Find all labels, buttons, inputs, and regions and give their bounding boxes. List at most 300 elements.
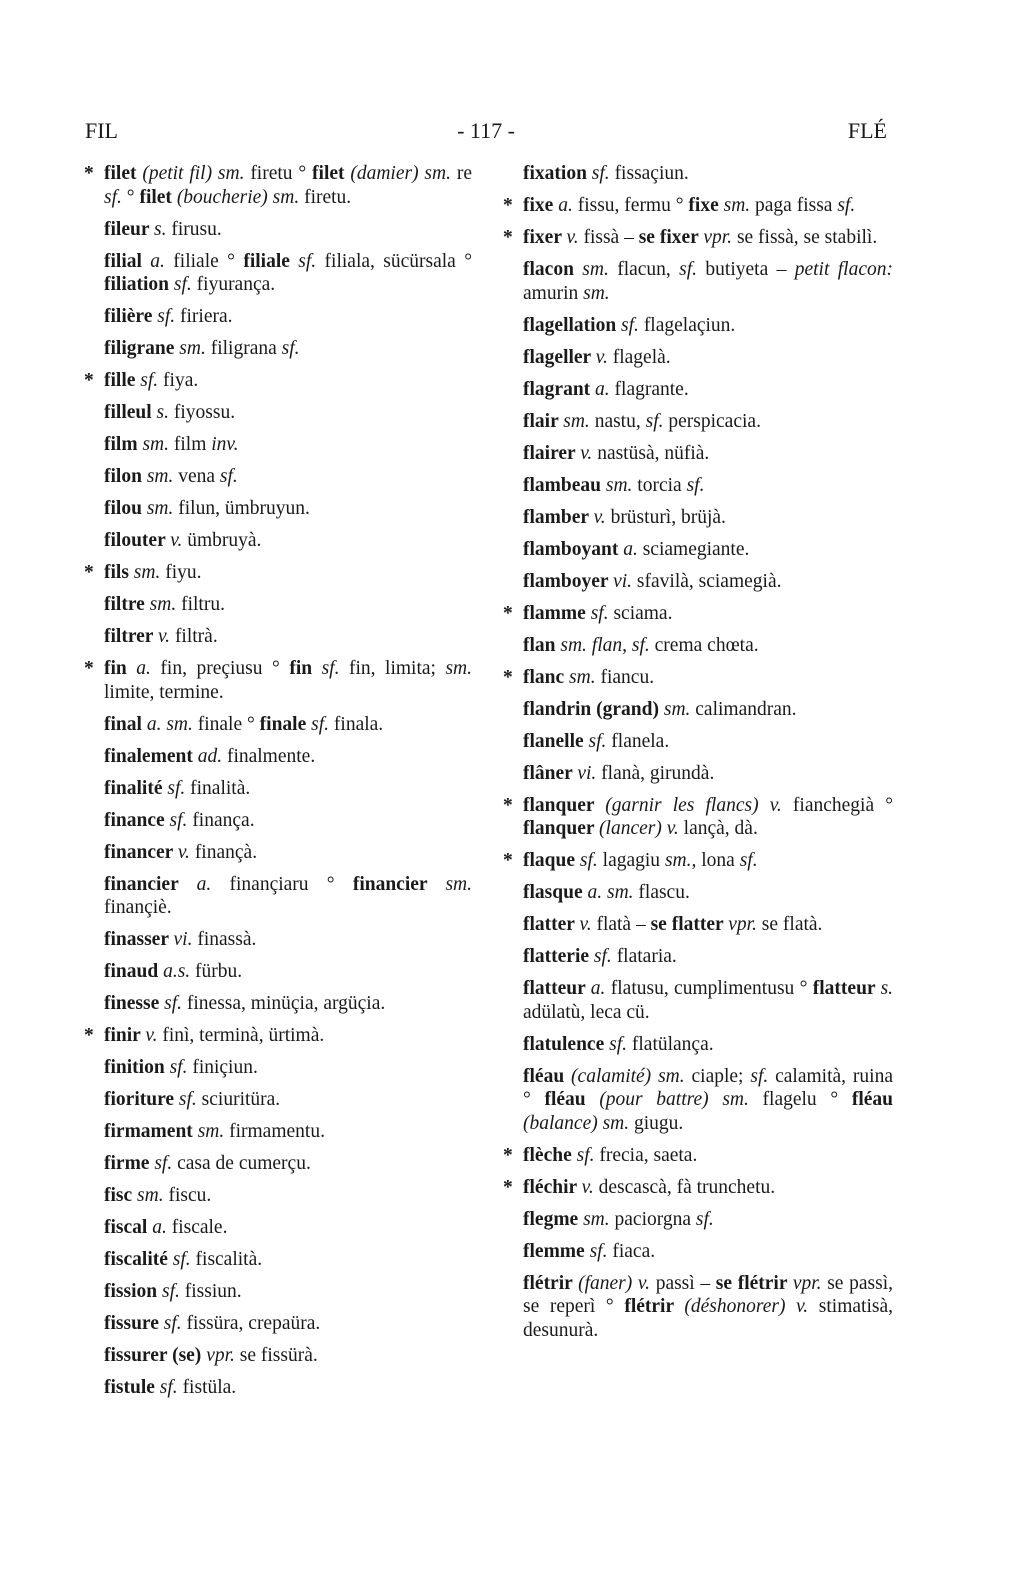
page-number: - 117 - — [457, 118, 515, 143]
entry-grammar-label: sm. — [146, 498, 179, 519]
dictionary-entry — [80, 841, 472, 865]
entry-translation: giugu. — [634, 1112, 684, 1134]
dictionary-entry — [80, 1344, 472, 1368]
entry-grammar-label: sf. — [609, 1033, 632, 1055]
entry-translation: adülatù, leca cü. — [523, 1001, 650, 1023]
entry-grammar-label: s. — [154, 218, 172, 240]
entry-grammar-label: sm. — [582, 259, 618, 280]
entry-translation: butiyeta – — [705, 259, 795, 280]
entry-headword: firmament — [104, 1121, 198, 1142]
entry-translation: finançiè. — [104, 897, 172, 918]
entry-headword: flamboyant — [523, 538, 624, 560]
entry-translation: flagelaçiun. — [643, 314, 736, 336]
entry-grammar-label: a. — [150, 250, 174, 272]
entry-translation: fiscale. — [171, 1217, 228, 1238]
entry-headword: financier — [104, 873, 197, 895]
entry-headword: filet — [312, 163, 351, 184]
entry-headword: fileur — [104, 218, 155, 240]
entry-headword: flair — [523, 410, 564, 432]
entry-headword: finir — [104, 1025, 146, 1046]
dictionary-entry — [499, 506, 893, 530]
entry-headword: filet — [104, 163, 143, 184]
dictionary-entry — [80, 713, 472, 737]
entry-grammar-label: sf. — [750, 1065, 776, 1087]
entry-translation: firiera. — [180, 306, 233, 327]
entry-grammar-label: (pour battre) sm. — [599, 1089, 763, 1110]
entry-translation: vena — [178, 466, 220, 487]
entry-translation: flataria. — [616, 946, 677, 967]
entry-translation: firusu. — [171, 218, 222, 240]
entry-grammar-label: a. — [595, 378, 615, 400]
entry-headword: flanquer — [523, 818, 600, 839]
entry-grammar-label: v. — [177, 841, 195, 863]
entry-translation: limite, termine. — [104, 681, 224, 703]
entry-translation: flanà, girundà. — [601, 762, 715, 784]
entry-translation: fiyurança. — [196, 274, 276, 295]
entry-translation: nastüsà, nüfià. — [597, 442, 710, 464]
entry-grammar-label: sm. flan, sf. — [560, 634, 655, 656]
dictionary-entry — [499, 1176, 893, 1200]
entry-translation: torcia — [637, 474, 687, 496]
entry-grammar-label: sf. — [281, 338, 300, 359]
entry-grammar-label: sm. — [663, 698, 696, 720]
entry-translation: calamità, ruina ° — [523, 1065, 893, 1110]
entry-grammar-label: sm. — [197, 1121, 230, 1142]
entry-translation: passì – — [655, 1272, 716, 1294]
entry-translation: filiala, sücürsala ° — [324, 250, 472, 272]
entry-headword: fissurer (se) — [104, 1345, 207, 1366]
entry-translation: finale ° — [197, 713, 260, 735]
entry-grammar-label: sm. — [149, 594, 182, 615]
entry-headword: flegme — [523, 1208, 584, 1230]
entry-translation: lançà, dà. — [683, 818, 758, 839]
dictionary-entry — [80, 465, 472, 489]
entry-headword: flagrant — [523, 378, 596, 400]
entry-grammar-label: sf. — [589, 1240, 613, 1262]
common-word-asterisk: * — [503, 666, 513, 688]
entry-headword: flatterie — [523, 946, 594, 967]
dictionary-entry — [80, 1024, 472, 1048]
dictionary-entry — [80, 593, 472, 617]
entry-grammar-label: vpr. — [206, 1345, 240, 1366]
entry-headword: se flatter — [650, 914, 729, 935]
page-header — [85, 118, 887, 148]
entry-translation: se fissürà. — [239, 1345, 318, 1366]
entry-headword: filon — [104, 466, 147, 487]
entry-grammar-label: s. — [880, 978, 894, 999]
entry-grammar-label: sf. — [695, 1208, 714, 1230]
dictionary-entry — [80, 218, 472, 242]
entry-grammar-label: inv. — [211, 434, 239, 455]
dictionary-entry — [499, 977, 893, 1024]
entry-headword: flatulence — [523, 1033, 610, 1055]
entry-translation: flagelu ° — [762, 1089, 852, 1110]
dictionary-entry — [80, 745, 472, 769]
entry-grammar-label: v. — [170, 530, 188, 551]
dictionary-entry — [80, 1120, 472, 1144]
dictionary-entry — [80, 401, 472, 425]
entry-headword: fléau — [851, 1089, 893, 1110]
entry-translation: lona — [701, 850, 740, 871]
entry-translation: perspicacia. — [668, 410, 761, 432]
entry-headword: filière — [104, 306, 158, 327]
entry-grammar-label: sm. — [583, 282, 610, 304]
entry-grammar-label: sm. — [133, 562, 166, 583]
dictionary-entry — [80, 960, 472, 984]
entry-grammar-label: sf. — [104, 186, 127, 208]
entry-grammar-label: sf. — [298, 250, 325, 272]
dictionary-column-left — [80, 162, 472, 1408]
entry-headword: fin — [289, 658, 322, 679]
dictionary-entry — [499, 1208, 893, 1232]
entry-translation: sciuritüra. — [201, 1089, 281, 1110]
entry-translation: flagelà. — [612, 346, 671, 368]
entry-grammar-label: vpr. — [792, 1272, 828, 1294]
entry-grammar-label: v. — [145, 1025, 163, 1046]
entry-grammar-label: sf. — [645, 410, 669, 432]
entry-headword: fistule — [104, 1377, 160, 1398]
entry-headword: financier — [352, 873, 446, 895]
entry-translation: finassà. — [197, 929, 257, 950]
entry-translation: firetu ° — [250, 163, 313, 184]
entry-headword: flandrin (grand) — [523, 698, 664, 720]
entry-grammar-label: sf. — [169, 1057, 193, 1078]
common-word-asterisk: * — [84, 562, 94, 583]
dictionary-entry — [499, 730, 893, 754]
entry-grammar-label: s. — [156, 402, 174, 423]
entry-translation: re — [456, 163, 472, 184]
entry-translation: fissiun. — [184, 1281, 242, 1302]
dictionary-entry — [80, 1312, 472, 1336]
entry-headword: filouter — [104, 530, 171, 551]
entry-grammar-label: (lancer) v. — [599, 818, 684, 839]
entry-translation: filtru. — [181, 594, 225, 615]
entry-grammar-label: petit flacon: — [794, 259, 893, 280]
dictionary-entry — [80, 1376, 472, 1400]
entry-grammar-label: ad. — [197, 745, 227, 767]
entry-grammar-label: sf. — [219, 466, 238, 487]
dictionary-entry — [80, 1280, 472, 1304]
entry-grammar-label: vi. — [577, 762, 602, 784]
entry-translation: stimatisà, desunurà. — [523, 1296, 893, 1341]
entry-translation: filtrà. — [174, 626, 218, 647]
entry-translation: fissà – — [583, 227, 639, 248]
common-word-asterisk: * — [503, 794, 513, 816]
entry-grammar-label: sf. — [173, 274, 197, 295]
dictionary-entry — [499, 162, 893, 186]
dictionary-entry — [80, 1088, 472, 1112]
entry-grammar-label: sm. — [563, 410, 595, 432]
entry-headword: flèche — [523, 1144, 577, 1166]
entry-headword: filtre — [104, 594, 150, 615]
entry-headword: finesse — [104, 993, 165, 1014]
entry-grammar-label: (calamité) sm. — [571, 1065, 692, 1087]
entry-headword: flaque — [523, 850, 580, 871]
entry-headword: fléchir — [523, 1176, 582, 1198]
entry-headword: finition — [104, 1057, 170, 1078]
entry-headword: firme — [104, 1153, 155, 1174]
entry-headword: filial — [104, 250, 151, 272]
entry-grammar-label: sf. — [157, 306, 181, 327]
dictionary-entry — [499, 1065, 893, 1136]
dictionary-entry — [499, 1144, 893, 1168]
entry-grammar-label: v. — [595, 346, 613, 368]
entry-grammar-label: sm. — [445, 658, 472, 679]
dictionary-entry — [499, 1033, 893, 1057]
entry-grammar-label: (damier) sm. — [350, 163, 457, 184]
entry-headword: flamboyer — [523, 570, 614, 592]
entry-grammar-label: sf. — [686, 474, 705, 496]
dictionary-entry — [499, 698, 893, 722]
entry-headword: fixer — [523, 227, 567, 248]
entry-headword: filet — [139, 186, 177, 208]
entry-grammar-label: a. — [152, 1217, 172, 1238]
entry-headword: flamber — [523, 506, 594, 528]
entry-headword: flanc — [523, 666, 570, 688]
dictionary-entry — [499, 258, 893, 305]
common-word-asterisk: * — [503, 602, 513, 624]
entry-translation: flatusu, cumplimentusu ° — [610, 978, 813, 999]
entry-grammar-label: sm. — [142, 434, 174, 455]
entry-grammar-label: (faner) v. — [578, 1272, 656, 1294]
entry-grammar-label: sm., — [664, 850, 702, 871]
dictionary-entry — [80, 1056, 472, 1080]
entry-grammar-label: sf. — [169, 809, 193, 831]
entry-grammar-label: v. — [566, 227, 584, 248]
entry-grammar-label: sf. — [163, 1313, 187, 1334]
entry-headword: financer — [104, 841, 178, 863]
entry-grammar-label: v. — [579, 914, 597, 935]
entry-grammar-label: sf. — [321, 658, 349, 679]
entry-headword: filtrer — [104, 626, 158, 647]
entry-headword: flanelle — [523, 730, 589, 752]
dictionary-entry — [499, 570, 893, 594]
entry-grammar-label: (boucherie) sm. — [176, 186, 305, 208]
entry-grammar-label: sm. — [179, 338, 211, 359]
common-word-asterisk: * — [503, 850, 513, 871]
entry-translation: frecia, saeta. — [599, 1144, 698, 1166]
entry-grammar-label: sf. — [579, 850, 603, 871]
dictionary-entry — [80, 1184, 472, 1208]
dictionary-entry — [499, 314, 893, 338]
entry-grammar-label: sm. — [137, 1185, 169, 1206]
entry-translation: calimandran. — [695, 698, 797, 720]
entry-translation: amurin — [523, 282, 584, 304]
entry-headword: filigrane — [104, 338, 180, 359]
entry-headword: finalité — [104, 777, 168, 799]
entry-translation: fin, preçiusu ° — [160, 658, 290, 679]
dictionary-entry — [499, 1240, 893, 1264]
entry-grammar-label: v. — [580, 442, 598, 464]
entry-grammar-label: sm. — [445, 873, 472, 895]
common-word-asterisk: * — [84, 658, 94, 679]
entry-grammar-label: (balance) sm. — [523, 1112, 635, 1134]
entry-translation: filigrana — [210, 338, 282, 359]
dictionary-entry — [499, 666, 893, 690]
entry-headword: filleul — [104, 402, 157, 423]
entry-headword: flatteur — [523, 978, 591, 999]
entry-translation: se flatà. — [761, 914, 823, 935]
common-word-asterisk: * — [84, 370, 94, 391]
common-word-asterisk: * — [503, 195, 513, 216]
entry-headword: flagellation — [523, 314, 622, 336]
dictionary-entry — [499, 442, 893, 466]
entry-headword: fisc — [104, 1185, 138, 1206]
entry-translation: ciaple; — [691, 1065, 751, 1087]
entry-translation: se fissà, se stabilì. — [736, 227, 878, 248]
entry-translation: fissaçiun. — [614, 163, 689, 184]
entry-translation: paga fissa — [755, 195, 838, 216]
entry-translation: fiyu. — [165, 562, 202, 583]
dictionary-entry — [499, 945, 893, 969]
entry-translation: finiçiun. — [192, 1057, 258, 1078]
entry-grammar-label: vi. — [613, 570, 637, 592]
entry-translation: finançiaru ° — [229, 873, 353, 895]
entry-translation: fin, limita; — [348, 658, 446, 679]
entry-grammar-label: sm. — [583, 1208, 615, 1230]
entry-translation: fistüla. — [182, 1377, 237, 1398]
dictionary-entry — [499, 794, 893, 841]
entry-grammar-label: sf. — [154, 1153, 178, 1174]
entry-headword: finance — [104, 809, 170, 831]
entry-translation: finalità. — [190, 777, 251, 799]
dictionary-entry — [80, 873, 472, 920]
entry-translation: fissu, fermu ° — [577, 195, 689, 216]
entry-translation: flanela. — [611, 730, 670, 752]
dictionary-entry — [80, 305, 472, 329]
entry-grammar-label: a.s. — [163, 961, 196, 982]
entry-headword: fléau — [544, 1089, 600, 1110]
dictionary-entry — [499, 474, 893, 498]
entry-headword: flambeau — [523, 474, 606, 496]
entry-headword: flétrir — [624, 1296, 685, 1317]
entry-grammar-label: sf. — [161, 1281, 185, 1302]
entry-headword: flatter — [523, 914, 580, 935]
entry-translation: fiscu. — [168, 1185, 212, 1206]
common-word-asterisk: * — [503, 1144, 513, 1166]
entry-translation: crema chœta. — [654, 634, 759, 656]
entry-translation: finançà. — [194, 841, 258, 863]
entry-headword: finaud — [104, 961, 164, 982]
dictionary-entry — [80, 561, 472, 585]
entry-grammar-label: a. — [623, 538, 643, 560]
entry-headword: fils — [104, 562, 134, 583]
entry-translation: se passì, se reperì ° — [523, 1272, 893, 1317]
dictionary-entry — [499, 194, 893, 218]
dictionary-entry — [80, 657, 472, 704]
entry-translation: brüsturì, brüjà. — [610, 506, 726, 528]
entry-headword: flamme — [523, 602, 591, 624]
entry-translation: sfavilà, sciamegià. — [636, 570, 782, 592]
header-guide-word-last: FLÉ — [847, 118, 887, 143]
entry-headword: final — [104, 713, 147, 735]
dictionary-entry — [499, 1272, 893, 1343]
dictionary-entry — [499, 762, 893, 786]
entry-grammar-label: sf. — [593, 946, 617, 967]
entry-translation: fiscalità. — [195, 1249, 263, 1270]
entry-headword: fixe — [688, 195, 724, 216]
entry-headword: fiscalité — [104, 1249, 173, 1270]
entry-grammar-label: sf. — [178, 1089, 202, 1110]
dictionary-entry — [499, 913, 893, 937]
dictionary-entry — [499, 849, 893, 873]
entry-headword: flâner — [523, 762, 578, 784]
common-word-asterisk: * — [503, 1176, 513, 1198]
dictionary-entry — [499, 634, 893, 658]
entry-grammar-label: a. sm. — [146, 713, 198, 735]
entry-headword: fille — [104, 370, 141, 391]
common-word-asterisk: * — [503, 227, 513, 248]
entry-headword: flemme — [523, 1240, 590, 1262]
entry-grammar-label: sf. — [167, 777, 191, 799]
entry-grammar-label: sf. — [679, 259, 706, 280]
dictionary-entry — [80, 497, 472, 521]
entry-translation: flascu. — [638, 882, 690, 903]
entry-headword: fin — [104, 658, 137, 679]
dictionary-entry — [80, 1216, 472, 1240]
entry-translation: finì, terminà, ürtimà. — [162, 1025, 325, 1046]
common-word-asterisk: * — [84, 163, 94, 184]
entry-grammar-label: a. — [196, 873, 230, 895]
entry-headword: fléau — [523, 1065, 572, 1087]
dictionary-column-right — [499, 162, 893, 1351]
entry-translation: firmamentu. — [229, 1121, 325, 1142]
entry-grammar-label: sf. — [621, 314, 644, 336]
entry-grammar-label: (garnir les flancs) v. — [605, 794, 793, 816]
entry-grammar-label: a. — [136, 658, 161, 679]
common-word-asterisk: * — [84, 1025, 94, 1046]
entry-translation: fiyossu. — [173, 402, 236, 423]
entry-grammar-label: a. — [590, 978, 611, 999]
entry-grammar-label: sf. — [590, 602, 614, 624]
dictionary-entry — [499, 410, 893, 434]
entry-translation: descascà, fà trunchetu. — [598, 1176, 776, 1198]
entry-translation: fianchegià ° — [792, 794, 894, 816]
dictionary-entry — [80, 250, 472, 297]
dictionary-entry — [499, 881, 893, 905]
entry-grammar-label: sf. — [739, 850, 758, 871]
entry-headword: filiation — [104, 274, 174, 295]
entry-translation: nastu, — [594, 410, 646, 432]
entry-translation: finalmente. — [226, 745, 316, 767]
entry-headword: film — [104, 434, 143, 455]
entry-headword: fissure — [104, 1313, 164, 1334]
dictionary-entry — [80, 433, 472, 457]
entry-translation: lagagiu — [602, 850, 665, 871]
entry-grammar-label: sf. — [164, 993, 187, 1014]
entry-translation: filiale ° — [173, 250, 244, 272]
dictionary-entry — [80, 809, 472, 833]
entry-translation: paciorgna — [614, 1208, 696, 1230]
entry-headword: se flétrir — [715, 1272, 793, 1294]
entry-headword: fixe — [523, 195, 559, 216]
entry-headword: fixation — [523, 163, 592, 184]
entry-translation: flatà – — [596, 914, 651, 935]
entry-headword: filiale — [243, 250, 299, 272]
entry-translation: firetu. — [304, 186, 352, 208]
entry-translation: flatülança. — [631, 1033, 714, 1055]
entry-headword: fiscal — [104, 1217, 153, 1238]
entry-grammar-label: v. — [593, 506, 611, 528]
dictionary-entry — [80, 625, 472, 649]
entry-headword: flasque — [523, 882, 588, 903]
entry-grammar-label: sf. — [159, 1377, 183, 1398]
dictionary-entry — [80, 928, 472, 952]
entry-headword: finasser — [104, 929, 174, 950]
entry-grammar-label: a. sm. — [587, 882, 639, 903]
dictionary-entry — [499, 346, 893, 370]
entry-translation: finança. — [192, 809, 255, 831]
